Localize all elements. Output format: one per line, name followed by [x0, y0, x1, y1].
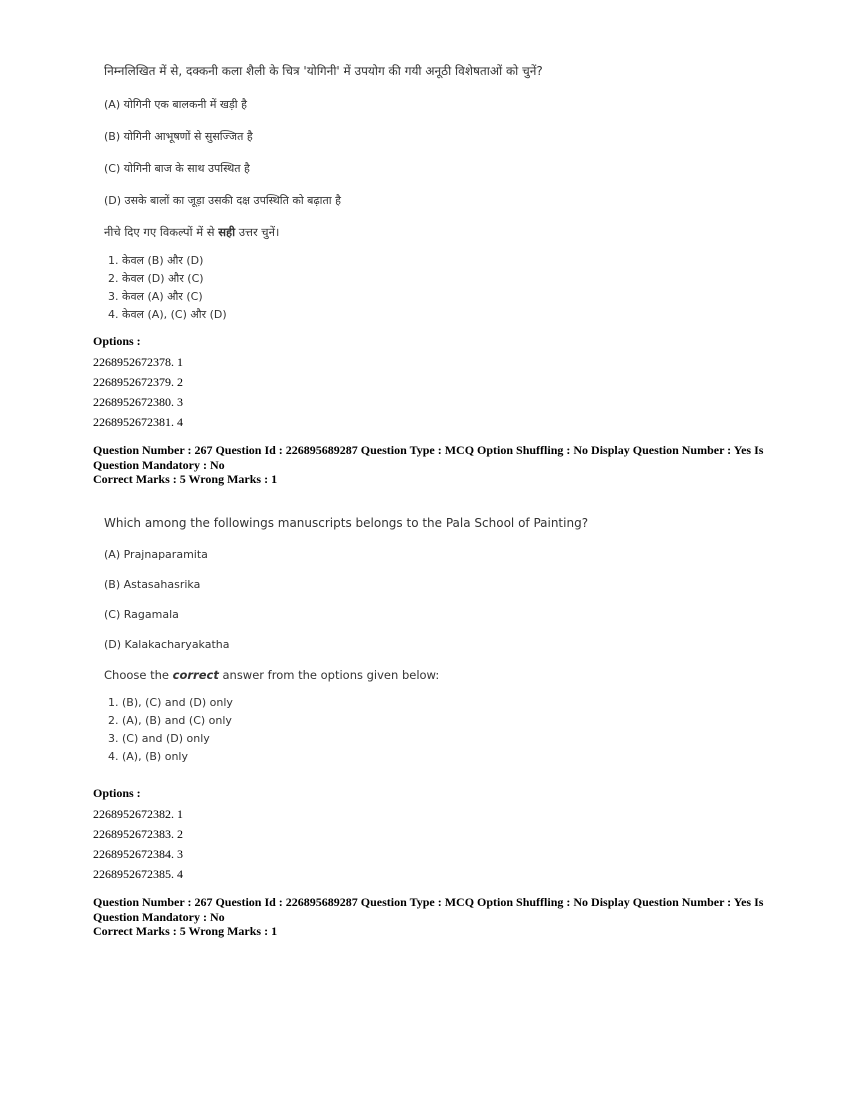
- q2-option-id: 2268952672384. 3: [93, 847, 183, 861]
- question-1: [104, 62, 543, 326]
- q2-options-header: Options :: [93, 786, 141, 800]
- q1-choice: 2. केवल (D) और (C): [108, 272, 204, 285]
- q2-choice: 3. (C) and (D) only: [108, 732, 210, 745]
- q1-statement-d: (D) उसके बालों का जूड़ा उसकी दक्ष उपस्थिति को बढ़ाता है: [104, 194, 341, 207]
- q1-options: [93, 334, 183, 435]
- q2-statement-d: (D) Kalakacharyakatha: [104, 638, 230, 651]
- q1-option-id: 2268952672379. 2: [93, 375, 183, 389]
- q2-choice: 4. (A), (B) only: [108, 750, 188, 763]
- question-header-1: Question Number : 267 Question Id : 226895689287 Question Type : MCQ Option Shuffling : No Display Question Number : Yes Is Question Mandatory : No Correct Marks : 5 Wrong Marks : 1: [93, 443, 764, 486]
- q1-option-id: 2268952672380. 3: [93, 395, 183, 409]
- q2-statement-b: (B) Astasahasrika: [104, 578, 201, 591]
- q1-options-header: Options :: [93, 334, 141, 348]
- q2-option-id: 2268952672382. 1: [93, 807, 183, 821]
- q1-statement-c: (C) योगिनी बाज के साथ उपस्थित है: [104, 162, 250, 175]
- q1-statement-a: (A) योगिनी एक बालकनी में खड़ी है: [104, 98, 247, 111]
- q1-option-id: 2268952672378. 1: [93, 355, 183, 369]
- q1-option-id: 2268952672381. 4: [93, 415, 183, 429]
- q1-choice: 3. केवल (A) और (C): [108, 290, 203, 303]
- question-2: [104, 516, 588, 768]
- q2-options: [93, 786, 183, 887]
- question-2-text: Which among the followings manuscripts belongs to the Pala School of Painting?: [104, 516, 589, 530]
- q1-choose-emphasis: सही: [218, 225, 236, 239]
- q2-statement-c: (C) Ragamala: [104, 608, 179, 621]
- q2-choice: 2. (A), (B) and (C) only: [108, 714, 232, 727]
- q1-choice: 1. केवल (B) और (D): [108, 254, 204, 267]
- q2-choice-list: [104, 696, 588, 763]
- q2-choice: 1. (B), (C) and (D) only: [108, 696, 233, 709]
- q2-option-id: 2268952672385. 4: [93, 867, 183, 881]
- question-1-text: निम्नलिखित में से, दक्कनी कला शैली के चित्र 'योगिनी' में उपयोग की गयी अनूठी विशेषताओं को चुनें?: [104, 64, 543, 78]
- q1-choice: 4. केवल (A), (C) और (D): [108, 308, 227, 321]
- q2-option-id: 2268952672383. 2: [93, 827, 183, 841]
- q1-statement-b: (B) योगिनी आभूषणों से सुसज्जित है: [104, 130, 253, 143]
- q1-choice-list: [104, 254, 543, 321]
- question-header-2: Question Number : 267 Question Id : 226895689287 Question Type : MCQ Option Shuffling : No Display Question Number : Yes Is Question Mandatory : No Correct Marks : 5 Wrong Marks : 1: [93, 895, 764, 938]
- q2-statement-a: (A) Prajnaparamita: [104, 548, 208, 561]
- q2-choose-emphasis: correct: [172, 668, 219, 682]
- q2-choose-instruction: Choose the correct answer from the options given below:: [104, 668, 440, 682]
- q1-choose-instruction: नीचे दिए गए विकल्पों में से सही उत्तर चुनें।: [104, 225, 280, 239]
